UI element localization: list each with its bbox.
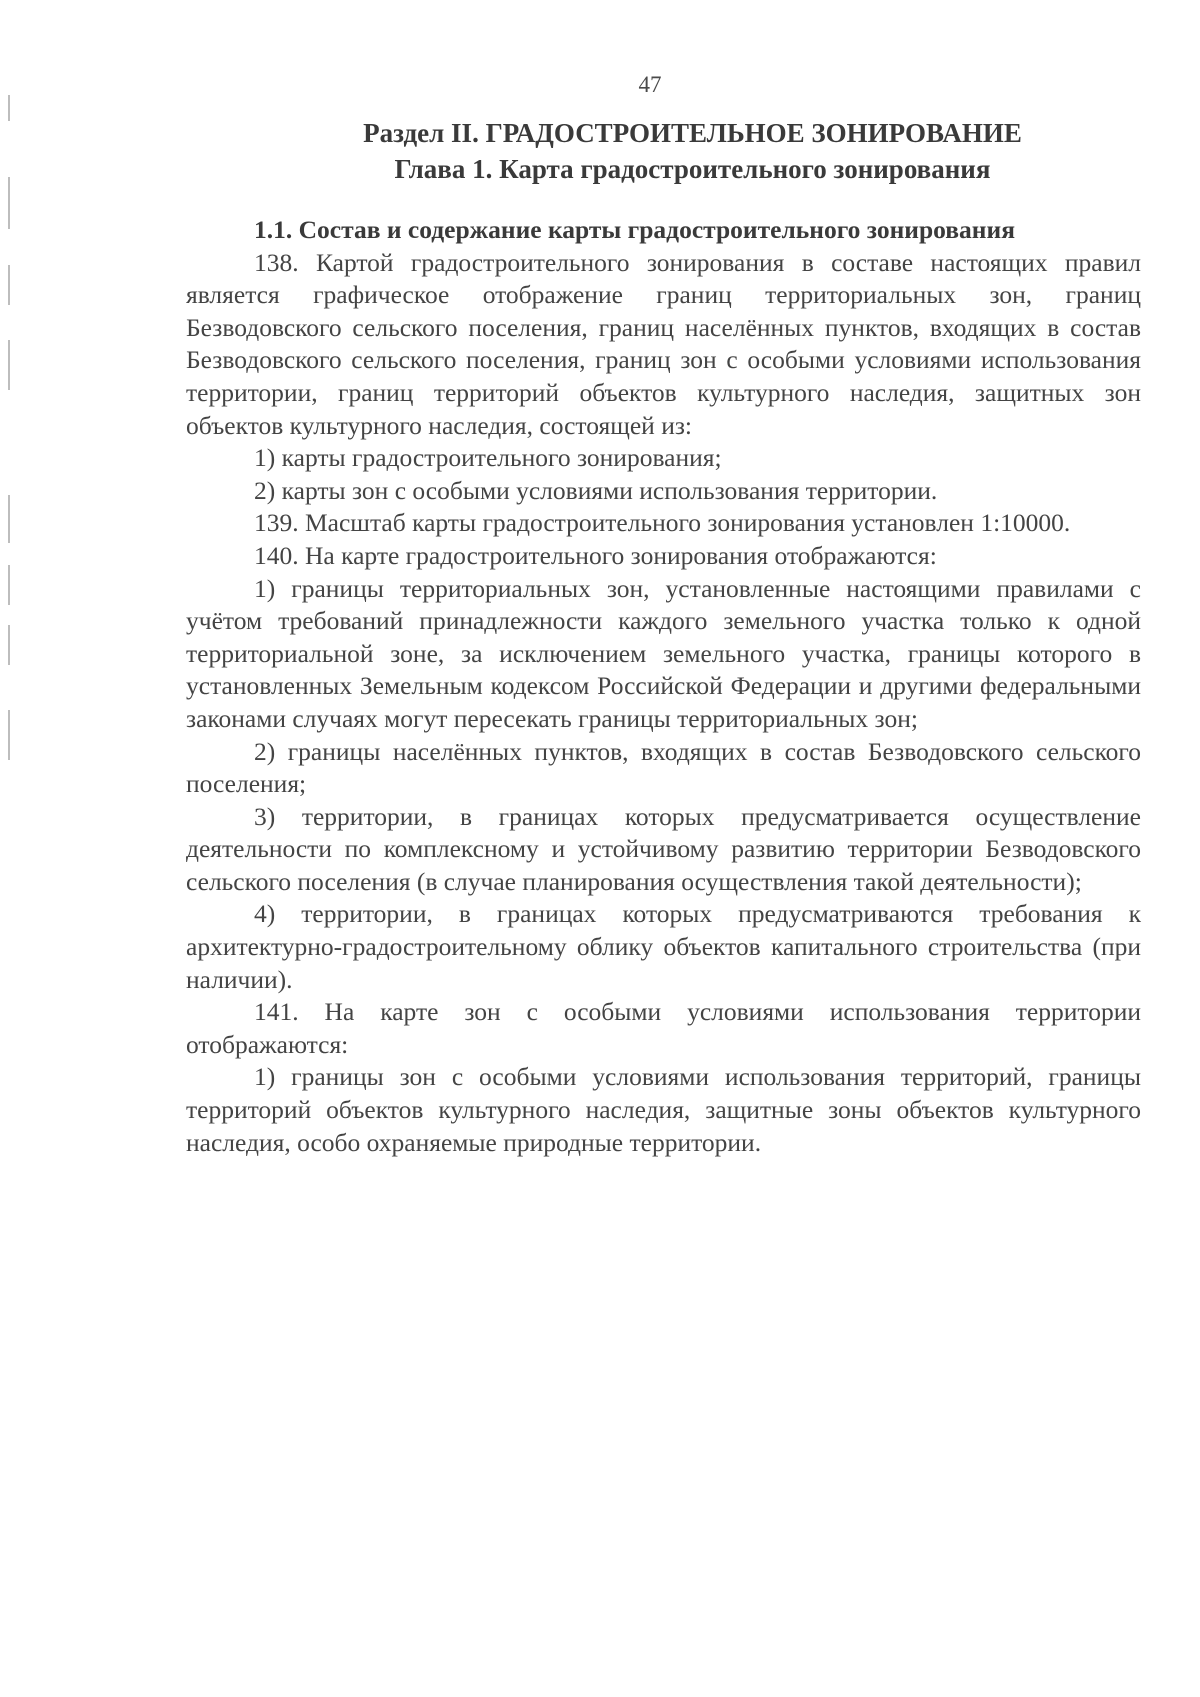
list-item-138-2: 2) карты зон с особыми условиями использования территории. bbox=[254, 475, 938, 505]
scan-mark bbox=[8, 340, 10, 390]
paragraph-140: 140. На карте градостроительного зонирования отображаются: bbox=[254, 540, 937, 570]
paragraph-141: 141. На карте зон с особыми условиями использования территории отображаются: bbox=[186, 997, 1141, 1059]
scan-mark bbox=[8, 495, 10, 543]
section-title: Раздел II. ГРАДОСТРОИТЕЛЬНОЕ ЗОНИРОВАНИЕ bbox=[363, 118, 1022, 148]
page-number: 47 bbox=[638, 72, 662, 97]
scan-mark bbox=[8, 565, 10, 605]
paragraph-138: 138. Картой градостроительного зонирования в составе настоящих правил является графическое отображение границ территориальных зон, границ Безводовского сельского поселения, границ населённых пунктов, входящих в состав Безводовского сельского поселения, границ зон с особыми условиями использования территории, границ территорий объектов культурного наследия, защитных зон объектов культурного наследия, состоящей из: bbox=[186, 247, 1141, 440]
chapter-title: Глава 1. Карта градостроительного зонирования bbox=[394, 154, 991, 184]
list-item-140-4: 4) территории, в границах которых предусматриваются требования к архитектурно-градостроительному облику объектов капитального строительства (при наличии). bbox=[186, 899, 1141, 994]
list-item-140-1: 1) границы территориальных зон, установленные настоящими правилами с учётом требований принадлежности каждого земельного участка только к одной территориальной зоне, за исключением земельного участка, границы которого в установленных Земельным кодексом Российской Федерации и другими федеральными законами случаях могут пересекать границы территориальных зон; bbox=[186, 573, 1141, 733]
list-item-140-3: 3) территории, в границах которых предусматривается осуществление деятельности по комплексному и устойчивому развитию территории Безводовского сельского поселения (в случае планирования осуществления такой деятельности); bbox=[186, 801, 1141, 896]
subsection-title: 1.1. Состав и содержание карты градостроительного зонирования bbox=[254, 215, 1015, 244]
list-item-138-1: 1) карты градостроительного зонирования; bbox=[254, 443, 722, 473]
list-item-141-1: 1) границы зон с особыми условиями использования территорий, границы территорий объектов культурного наследия, защитные зоны объектов культурного наследия, особо охраняемые природные территории. bbox=[186, 1062, 1141, 1157]
scan-mark bbox=[8, 710, 10, 760]
paragraph-139: 139. Масштаб карты градостроительного зонирования установлен 1:10000. bbox=[254, 508, 1071, 538]
scan-mark bbox=[8, 625, 10, 665]
scan-edge-marks bbox=[8, 95, 10, 815]
document-body bbox=[186, 214, 1141, 1159]
scan-mark bbox=[8, 265, 10, 305]
list-item-140-2: 2) границы населённых пунктов, входящих в состав Безводовского сельского поселения; bbox=[186, 736, 1141, 799]
